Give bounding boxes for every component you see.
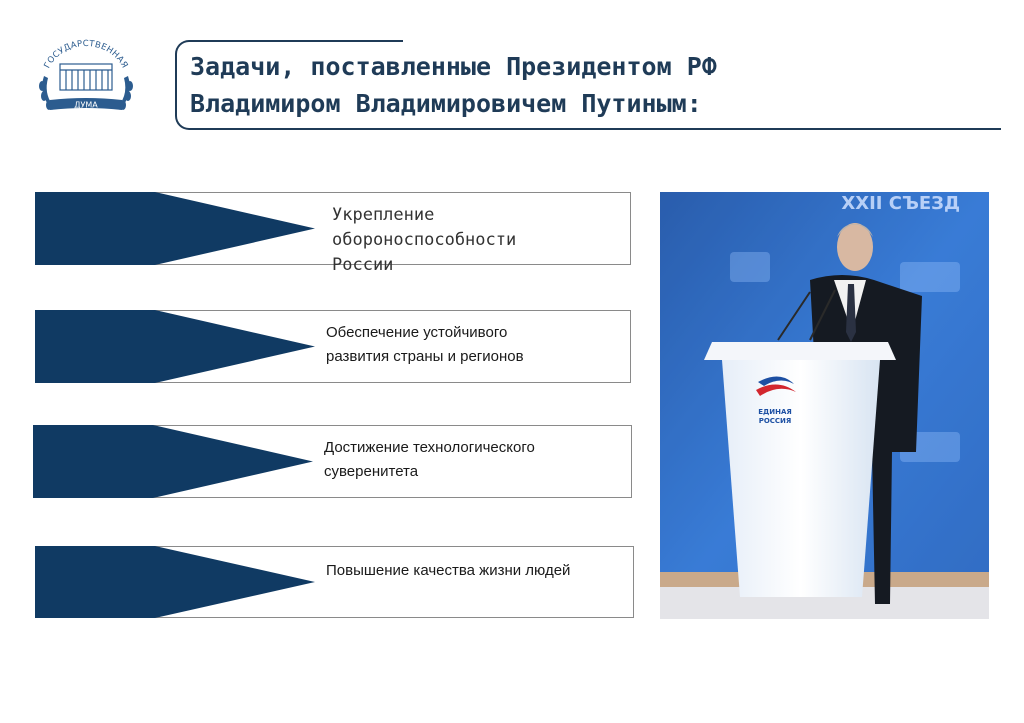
logo-top-text: ГОСУДАРСТВЕННАЯ [42, 38, 130, 71]
speaker-photo [660, 192, 989, 619]
svg-text:ГОСУДАРСТВЕННАЯ [43, 39, 130, 70]
photo-banner-text: XXII СЪЕЗД [841, 193, 960, 214]
task-item-quality-of-life [35, 546, 634, 618]
task-label: Обеспечение устойчивого развития страны и регионов [326, 324, 524, 365]
task-label: Укрепление обороноспособности России [332, 205, 517, 275]
task-item-defense [35, 192, 631, 275]
task-label: Достижение технологического суверенитета [324, 439, 535, 480]
task-item-development [35, 310, 631, 383]
task-item-technology [33, 425, 632, 498]
podium-brand-line-2: РОССИЯ [758, 417, 792, 425]
state-duma-logo [30, 38, 142, 122]
title-line-2: Владимиром Владимировичем Путиным: [190, 89, 702, 118]
podium-brand-line-1: ЕДИНАЯ [758, 408, 792, 416]
arrow-icon [33, 425, 333, 498]
task-label: Повышение качества жизни людей [326, 562, 571, 579]
arrow-icon [35, 192, 335, 265]
title-line-1: Задачи, поставленные Президентом РФ [190, 52, 717, 81]
logo-bottom-text: ДУМА [74, 100, 98, 110]
page-title [190, 48, 990, 122]
arrow-icon [35, 310, 335, 383]
arrow-icon [35, 546, 335, 618]
